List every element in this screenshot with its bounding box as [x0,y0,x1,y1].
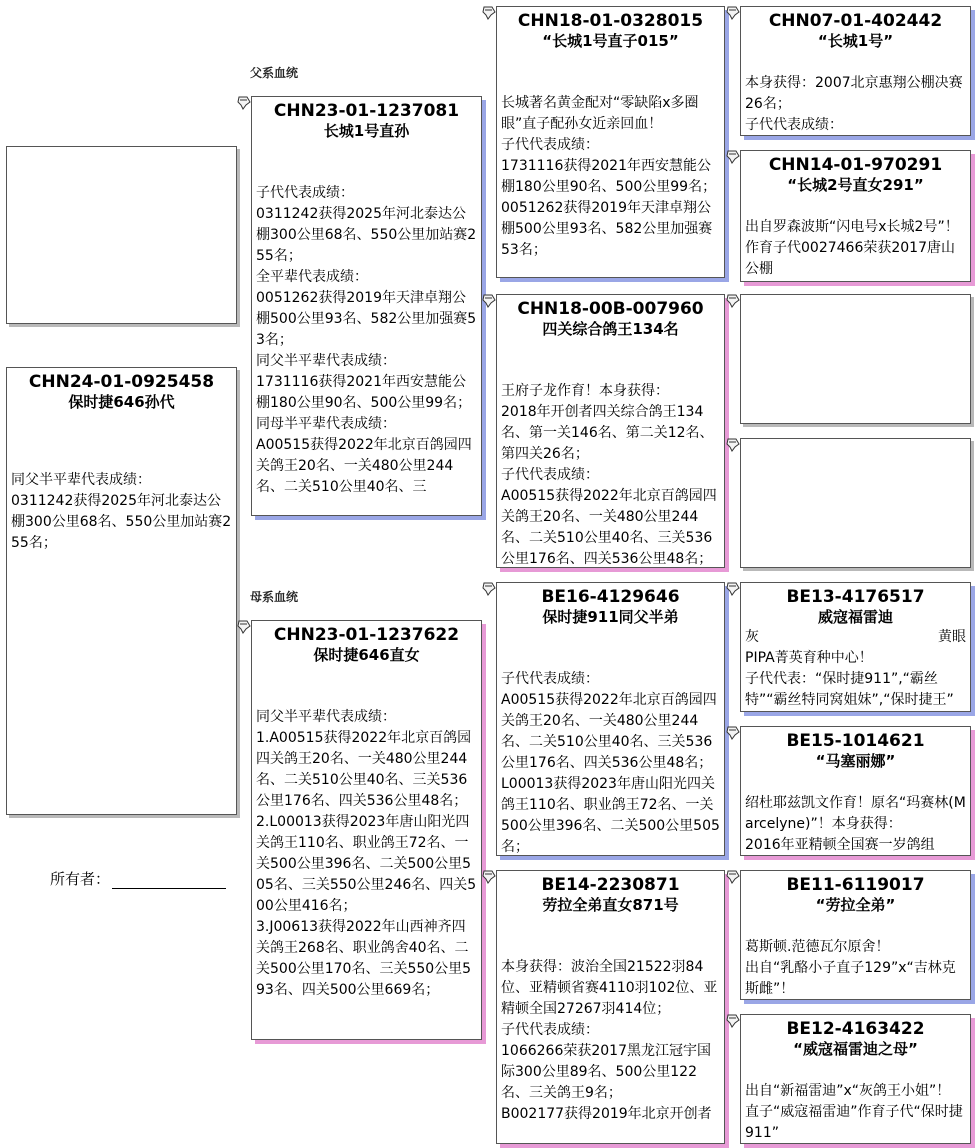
dsd-name: “马塞丽娜” [815,752,896,770]
pin-icon [236,96,252,110]
ssd-card [740,150,971,282]
ssd-ring: CHN14-01-970291 [768,155,943,175]
ss-ring: CHN18-01-0328015 [517,11,704,31]
dam-name: 保时捷646直女 [313,646,420,664]
pin-icon [725,438,741,452]
pin-icon [725,294,741,308]
ds-name: 保时捷911同父半弟 [542,608,679,626]
sd-ring: CHN18-00B-007960 [517,299,704,319]
sd-name: 四关综合鸽王134名 [542,320,679,338]
sss-ring: CHN07-01-402442 [768,11,943,31]
pin-icon [481,294,497,308]
sdd-card-empty [740,438,971,568]
ddd-name: “威寇福雷迪之母” [793,1040,918,1058]
pin-icon [481,582,497,596]
dsd-ring: BE15-1014621 [786,731,925,751]
dss-ring: BE13-4176517 [786,587,925,607]
pin-icon [725,6,741,20]
sd-card [496,294,725,568]
dd-name: 劳拉全弟直女871号 [542,896,679,914]
ssd-name: “长城2号直女291” [787,176,924,194]
pin-icon [236,620,252,634]
dsd-text: 绍杜耶兹凯文作育！原名“玛赛林(Marcelyne)”！本身获得： 2016年亚精顿全国赛一岁鸽组 [745,795,966,853]
sds-card-empty [740,294,971,424]
sire-text: 子代代表成绩： 0311242获得2025年河北泰达公棚300公里68名、550公里加站赛255名； 全平辈代表成绩： 0051262获得2019年天津卓翔公棚500公里93名、582公里加强赛53名； 同父半平辈代表成绩： 1731116获得2021年西安慧能公棚180公里90名、500公里99名； 同母半平辈代表成绩： A00515获得2022年北京百鸽园四关鸽王20名、一关480公里244名、二关510公里40名、三 [256,185,477,495]
pin-icon [725,582,741,596]
dds-ring: BE11-6119017 [786,875,925,895]
ddd-text: 出自“新福雷迪”x“灰鸽王小姐”！ 直子“威寇福雷迪”作育子代“保时捷911” [745,1083,963,1141]
sss-text: 本身获得：2007北京惠翔公棚决赛26名； 子代代表成绩： [745,75,963,133]
pin-icon [725,726,741,740]
dam-text: 同父半平辈代表成绩： 1.A00515获得2022年北京百鸽园四关鸽王20名、一关480公里244名、二关510公里40名、三关536公里176名、四关536公里48名； 2.L00013获得2023年唐山阳光四关鸽王110名、职业鸽王72名、一关500公里396名、二关500公里505名、三关550公里246名、四关500公里416名； 3.J00613获得2022年山西神齐四关鸽王268名、职业鸽舍40名、二关500公里170名、三关550公里593名、四关500公里669名； [256,709,477,998]
owner-label: 所有者： [50,870,111,888]
ds-text: 子代代表成绩： A00515获得2022年北京百鸽园四关鸽王20名、一关480公里244名、二关510公里40名、三关536公里176名、四关536公里48名； L00013获得2023年唐山阳光四关鸽王110名、职业鸽王72名、一关500公里396名、二关500公里505名； [501,671,720,855]
photo-placeholder [6,146,237,324]
dss-eye: 黄眼 [938,629,966,645]
dam-ring: CHN23-01-1237622 [273,625,460,645]
dss-color: 灰 [745,629,759,645]
dd-ring: BE14-2230871 [541,875,680,895]
dsd-card [740,726,971,856]
dss-color-row [741,627,970,648]
dd-card [496,870,725,1144]
sire-name: 长城1号直孙 [323,122,410,140]
ds-card [496,582,725,856]
pin-icon [725,870,741,884]
sd-text: 王府子龙作育！本身获得： 2018年开创者四关综合鸽王134名、第一关146名、第二关12名、第四关26名； 子代代表成绩： A00515获得2022年北京百鸽园四关鸽王20名、一关480公里244名、二关510公里40名、三关536公里176名、四关536公里48名； [501,383,717,567]
pin-icon [481,6,497,20]
ss-name: “长城1号直子015” [542,32,679,50]
sire-ring: CHN23-01-1237081 [273,101,460,121]
ddd-ring: BE12-4163422 [786,1019,925,1039]
subject-text: 同父半平辈代表成绩： 0311242获得2025年河北泰达公棚300公里68名、550公里加站赛255名； [11,472,232,551]
dds-card [740,870,971,1000]
sire-card [251,96,482,516]
pin-icon [725,150,741,164]
subject-ring: CHN24-01-0925458 [28,372,215,392]
ds-ring: BE16-4129646 [541,587,680,607]
dam-line-label: 母系血统 [250,590,299,604]
pin-icon [725,1014,741,1028]
sire-line-label: 父系血统 [250,66,299,80]
ssd-text: 出自罗森波斯“闪电号x长城2号”！ 作育子代0027466荣获2017唐山公棚 [745,219,959,277]
dss-name: 威寇福雷迪 [817,608,893,626]
sss-name: “长城1号” [817,32,894,50]
pin-icon [481,870,497,884]
ss-text: 长城著名黄金配对“零缺陷x多圈眼”直子配孙女近亲回血！ 子代代表成绩： 1731116获得2021年西安慧能公棚180公里90名、500公里99名； 0051262获得2019年天津卓翔公棚500公里93名、582公里加强赛53名； [501,95,717,258]
dds-text: 葛斯顿.范德瓦尔原舍！ 出自“乳酪小子直子129”x“吉林克斯雌”！ [745,939,956,997]
dss-card [740,582,971,712]
dd-text: 本身获得：波治全国21522羽84位、亚精顿省赛4110羽102位、亚精顿全国27267羽414位； 子代代表成绩： 1066266荣获2017黑龙江冠宇国际300公里89名、500公里122名、三关鸽王9名； B002177获得2019年北京开创者 [501,959,718,1122]
subject-name: 保时捷646孙代 [68,393,175,411]
dds-name: “劳拉全弟” [815,896,896,914]
subject-card [6,367,237,815]
ddd-card [740,1014,971,1144]
owner-field [50,868,226,889]
dam-card [251,620,482,1040]
owner-line [112,874,226,889]
sss-card [740,6,971,136]
dss-text: PIPA菁英育种中心！ 子代代表：“保时捷911”,“霸丝特”“霸丝特同窝姐妹”,“保时捷王” [745,650,954,708]
ss-card [496,6,725,278]
